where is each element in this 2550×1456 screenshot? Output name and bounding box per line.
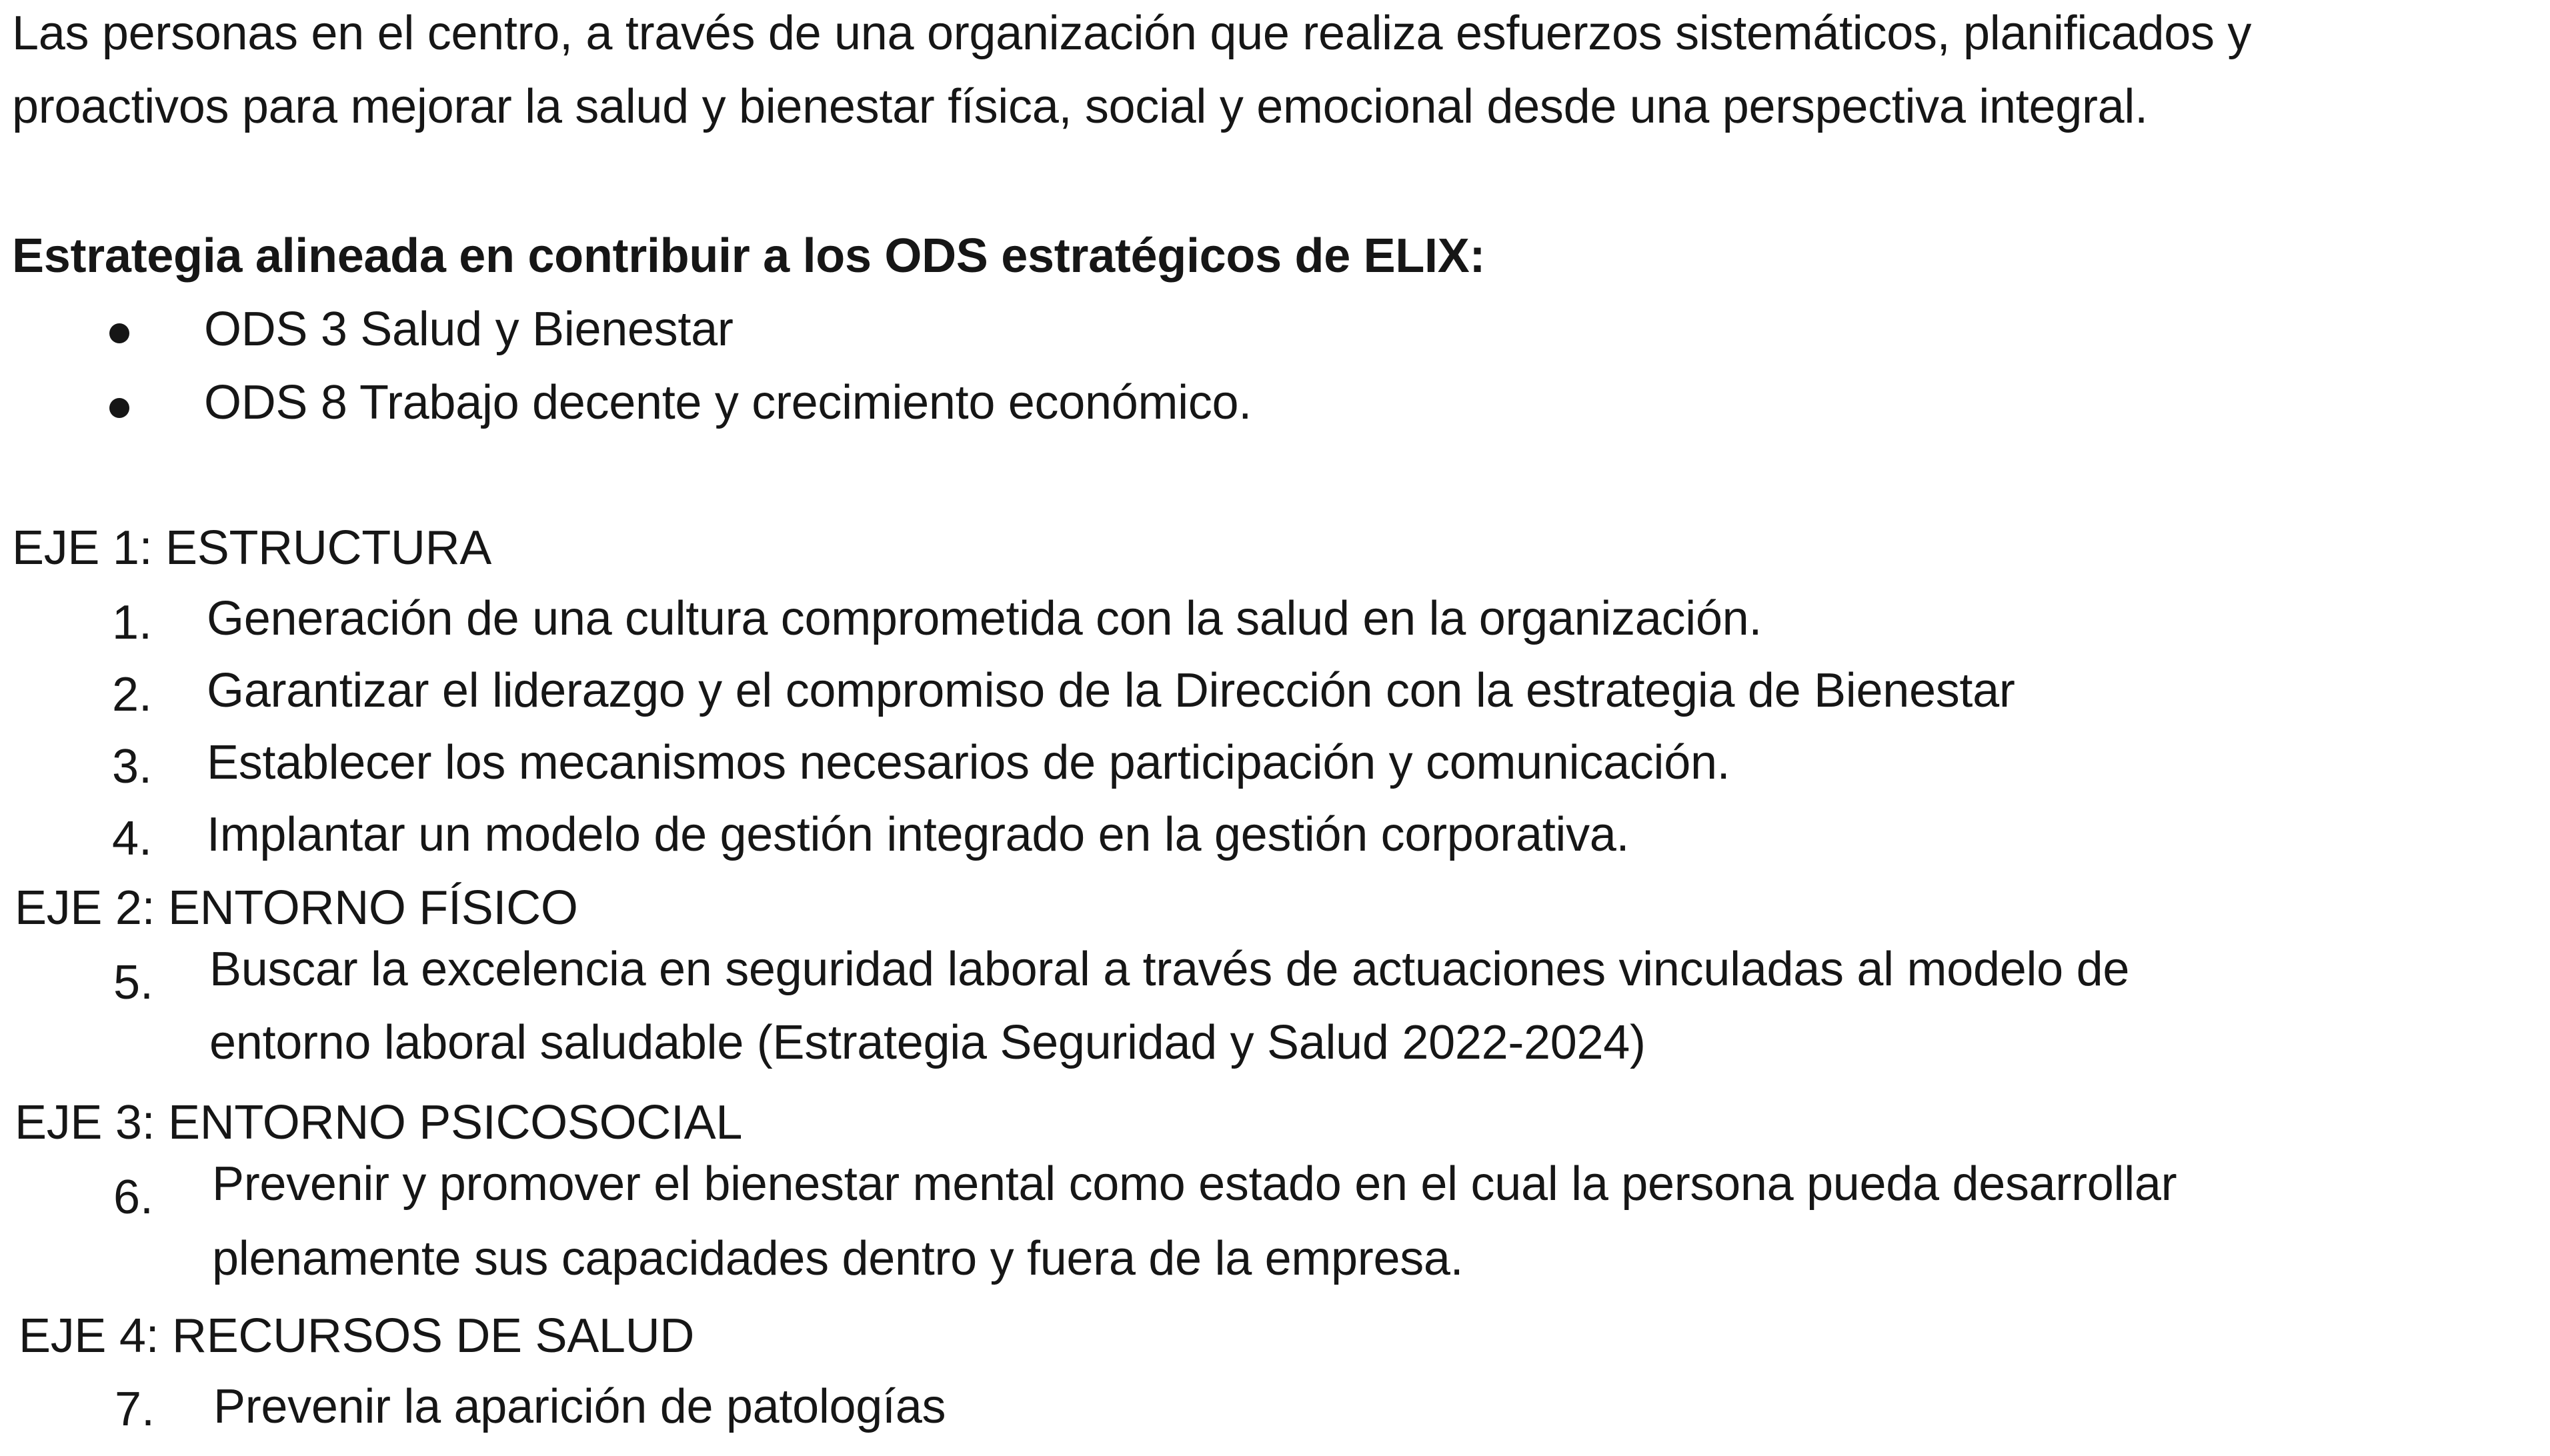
axis-4-title: EJE 4: RECURSOS DE SALUD [19,1309,695,1363]
axis-3-title: EJE 3: ENTORNO PSICOSOCIAL [15,1096,743,1149]
item-number: 2. [112,668,153,721]
item-number: 4. [112,812,153,865]
axis-1-item-1: Generación de una cultura comprometida con la salud en la organización. [207,592,1762,645]
bullet-item-ods3: ODS 3 Salud y Bienestar [204,303,734,356]
intro-line-1: Las personas en el centro, a través de una organización que realiza esfuerzos sistemáticos, planificados y [12,7,2252,60]
axis-2-item-5-line-2: entorno laboral saludable (Estrategia Seguridad y Salud 2022-2024) [209,1016,1646,1069]
bullet-dot [109,398,129,418]
axis-2-title: EJE 2: ENTORNO FÍSICO [15,881,578,935]
item-number: 3. [112,740,153,793]
axis-1-item-3: Establecer los mecanismos necesarios de participación y comunicación. [207,736,1730,789]
axis-3-item-6-line-1: Prevenir y promover el bienestar mental como estado en el cual la persona pueda desarrollar [212,1157,2177,1211]
bullet-item-ods8: ODS 8 Trabajo decente y crecimiento económico. [204,376,1252,429]
axis-1-title: EJE 1: ESTRUCTURA [12,521,492,575]
axis-3-item-6-line-2: plenamente sus capacidades dentro y fuera de la empresa. [212,1232,1464,1285]
strategy-heading: Estrategia alineada en contribuir a los ODS estratégicos de ELIX: [12,229,1486,283]
axis-1-item-2: Garantizar el liderazgo y el compromiso de la Dirección con la estrategia de Bienestar [207,664,2015,717]
axis-1-item-4: Implantar un modelo de gestión integrado en la gestión corporativa. [207,808,1630,861]
intro-line-2: proactivos para mejorar la salud y bienestar física, social y emocional desde una perspectiva integral. [12,80,2148,133]
bullet-dot [109,323,129,343]
item-number: 7. [115,1383,155,1436]
axis-2-item-5-line-1: Buscar la excelencia en seguridad laboral a través de actuaciones vinculadas al modelo de [209,943,2130,996]
item-number: 6. [113,1171,154,1224]
item-number: 5. [113,956,154,1009]
item-number: 1. [112,596,153,649]
axis-4-item-7: Prevenir la aparición de patologías [213,1380,946,1433]
